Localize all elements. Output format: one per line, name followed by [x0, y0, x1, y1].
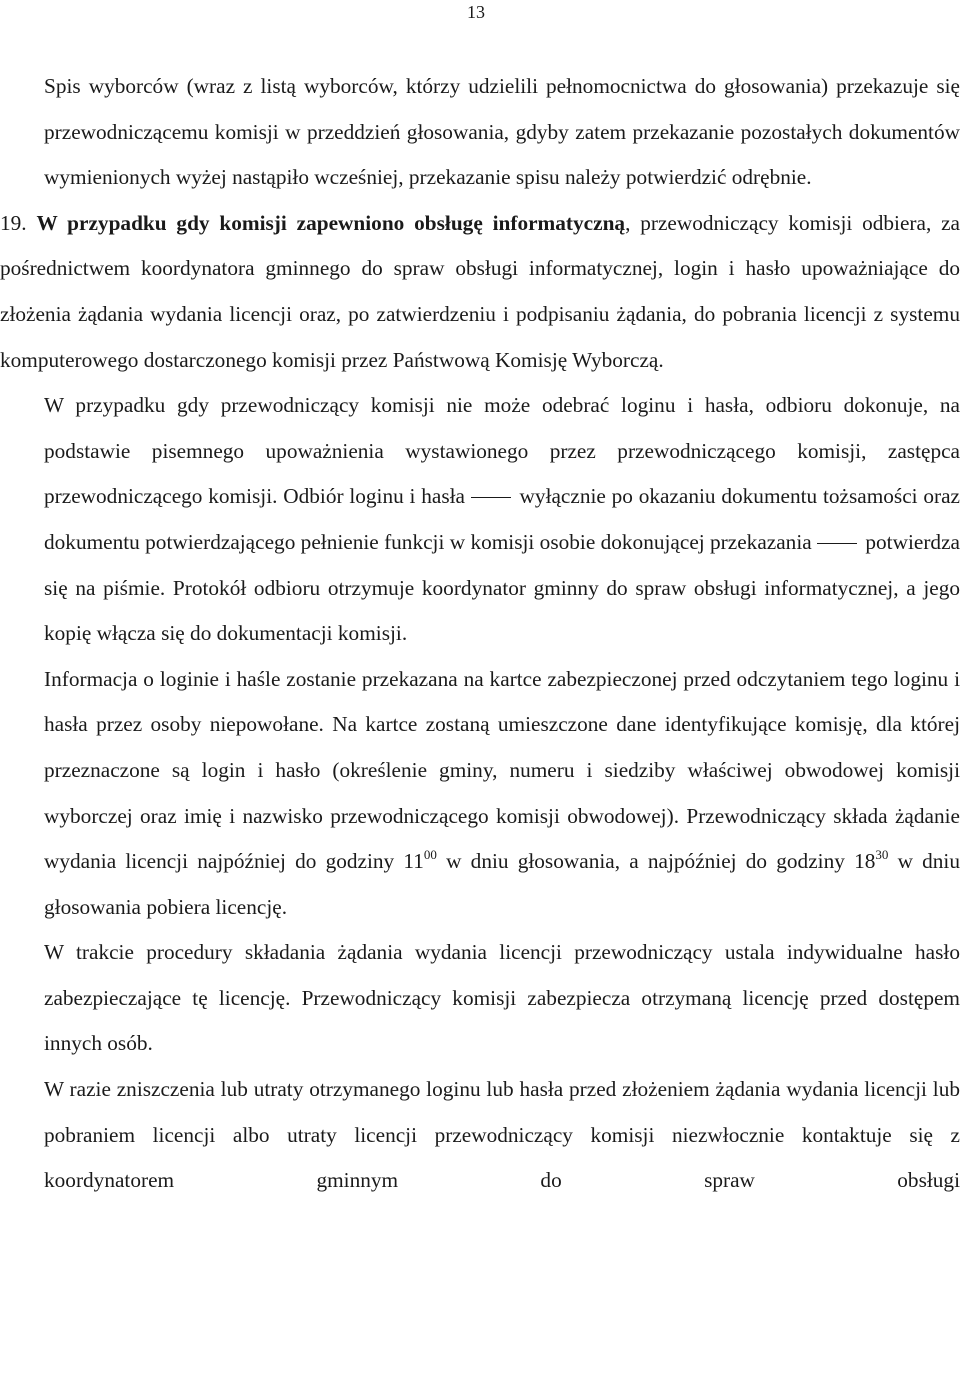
authorization-text-c: potwierdza się na piśmie. Protokół odbioru otrzymuje koordynator gminny do spraw obsługi informatycznej, a jego kopię włącza się do dokumentacji komisji. — [44, 529, 960, 646]
em-dash — [817, 543, 857, 544]
paragraph-authorization — [44, 383, 960, 657]
paragraph-loss-procedure: W razie zniszczenia lub utraty otrzymanego loginu lub hasła przed złożeniem żądania wydania licencji lub pobraniem licencji albo utraty licencji przewodniczący komisji niezwłocznie kontaktuje się z koordynatorem gminnym do spraw obsługi — [44, 1077, 960, 1193]
em-dash — [471, 497, 511, 498]
item-19-text: , przewodniczący komisji odbiera, za pośrednictwem koordynatora gminnego do spraw obsługi informatycznej, login i hasło upoważniające do złożenia żądania wydania licencji oraz, po zatwierdzeniu i podpisaniu żądania, do pobrania licencji z systemu komputerowego dostarczonego komisji przez Państwową Komisję Wyborczą. — [0, 210, 960, 372]
paragraph-license-password: W trakcie procedury składania żądania wydania licencji przewodniczący ustala indywidualne hasło zabezpieczające tę licencję. Przewodniczący komisji zabezpiecza otrzymaną licencję przed dostępem innych osób. — [44, 940, 960, 1056]
page-number: 13 — [467, 2, 485, 22]
paragraph-item-19 — [0, 201, 960, 383]
paragraph-voter-list: Spis wyborców (wraz z listą wyborców, którzy udzielili pełnomocnictwa do głosowania) przekazuje się przewodniczącemu komisji w przeddzień głosowania, gdyby zatem przekazanie pozostałych dokumentów wymienionych wyżej nastąpiło wcześniej, przekazanie spisu należy potwierdzić odrębnie. — [44, 74, 960, 190]
item-number: 19. — [0, 210, 27, 235]
login-card-text-b: w dniu głosowania, a najpóźniej do godziny 18 — [436, 849, 876, 874]
login-card-text-a: Informacja o loginie i haśle zostanie przekazana na kartce zabezpieczonej przed odczytaniem tego loginu i hasła przez osoby niepowołane. Na kartce zostaną umieszczone dane identyfikujące komisję, dla której przeznaczone są login i hasło (określenie gminy, numeru i siedziby właściwej obwodowej komisji wyborczej oraz imię i nazwisko przewodniczącego komisji obwodowej). Przewodniczący składa żądanie wydania licencji najpóźniej do godziny 11 — [44, 666, 960, 874]
deadline-hour-superscript-2: 30 — [875, 847, 889, 863]
authorization-text-b: wyłącznie po okazaniu dokumentu tożsamości oraz dokumentu potwierdzającego pełnienie funkcji w komisji osobie dokonującej przekazania — [44, 484, 960, 554]
deadline-hour-superscript-1: 00 — [423, 847, 437, 863]
authorization-text-a: W przypadku gdy przewodniczący komisji nie może odebrać loginu i hasła, odbioru dokonuje, na podstawie pisemnego upoważnienia wystawionego przez przewodniczącego komisji, zastępca przewodniczącego komisji. Odbiór loginu i hasła — [44, 393, 960, 509]
document-body — [0, 64, 960, 1204]
item-19-bold-lead: W przypadku gdy komisji zapewniono obsługę informatyczną — [36, 210, 626, 235]
paragraph-login-card — [44, 657, 960, 931]
login-card-text-c: w dniu głosowania pobiera licencję. — [44, 849, 960, 919]
